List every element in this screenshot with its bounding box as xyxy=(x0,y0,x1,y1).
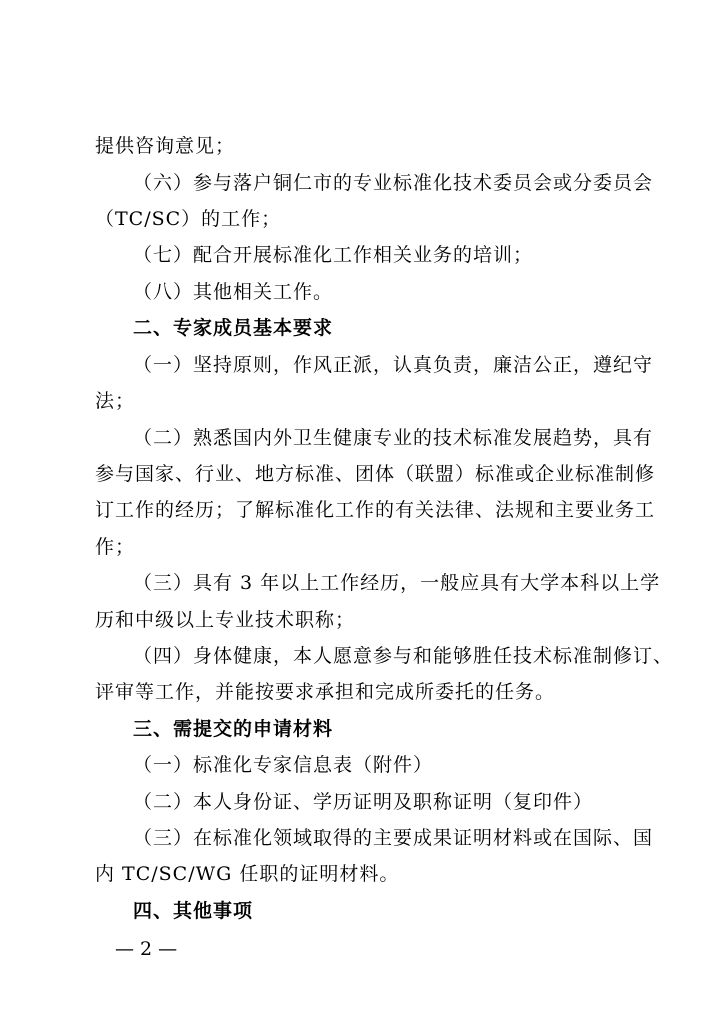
body-line: 作； xyxy=(95,536,136,558)
body-line: （三）具有 3 年以上工作经历，一般应具有大学本科以上学 xyxy=(133,572,661,594)
body-line: （二）熟悉国内外卫生健康专业的技术标准发展趋势，具有 xyxy=(133,427,654,449)
body-line: （一）标准化专家信息表（附件） xyxy=(133,754,434,776)
section-heading: 三、需提交的申请材料 xyxy=(133,718,334,740)
body-line: 法； xyxy=(95,390,136,412)
body-line: （四）身体健康，本人愿意参与和能够胜任技术标准制修订、 xyxy=(133,645,674,667)
body-line: （三）在标准化领域取得的主要成果证明材料或在国际、国 xyxy=(133,827,654,849)
body-line: 评审等工作，并能按要求承担和完成所委托的任务。 xyxy=(95,681,556,703)
body-line: （七）配合开展标准化工作相关业务的培训； xyxy=(133,244,534,266)
body-line: 内 TC/SC/WG 任职的证明材料。 xyxy=(95,863,400,885)
body-line: 提供咨询意见； xyxy=(95,135,236,157)
body-line: （六）参与落户铜仁市的专业标准化技术委员会或分委员会 xyxy=(133,172,654,194)
section-heading: 二、专家成员基本要求 xyxy=(133,317,334,339)
body-line: 订工作的经历；了解标准化工作的有关法律、法规和主要业务工 xyxy=(95,499,656,521)
body-line: （八）其他相关工作。 xyxy=(133,281,334,303)
body-line: （TC/SC）的工作； xyxy=(95,208,282,230)
body-line: 历和中级以上专业技术职称； xyxy=(95,609,356,631)
body-line: （二）本人身份证、学历证明及职称证明（复印件） xyxy=(133,791,594,813)
page-number: — 2 — xyxy=(115,938,178,960)
body-line: 参与国家、行业、地方标准、团体（联盟）标准或企业标准制修 xyxy=(95,463,656,485)
body-line: （一）坚持原则，作风正派，认真负责，廉洁公正，遵纪守 xyxy=(133,354,654,376)
section-heading: 四、其他事项 xyxy=(133,900,254,922)
